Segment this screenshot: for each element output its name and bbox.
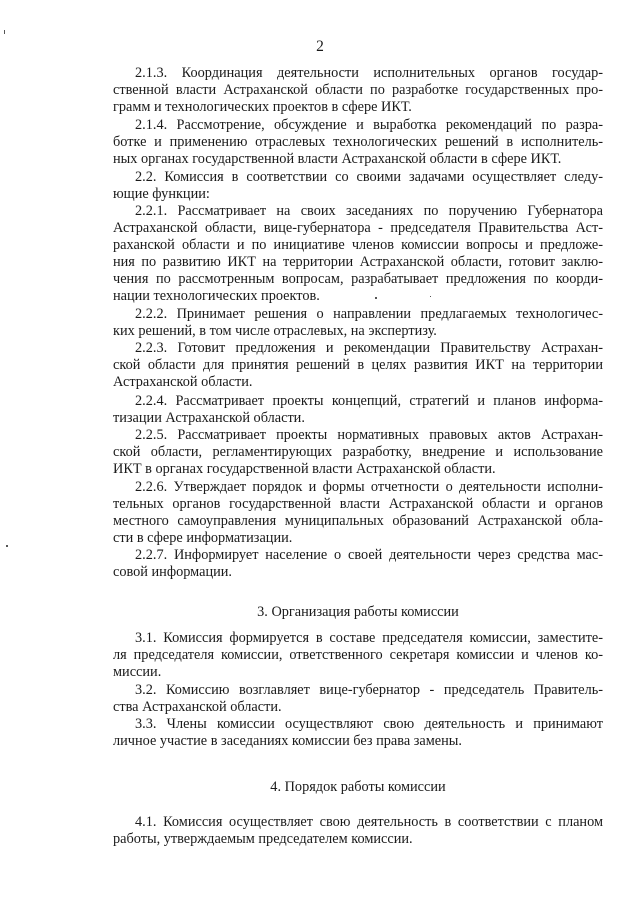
text-line: нации технологических проектов. xyxy=(113,288,320,304)
text-line: ния по развитию ИКТ на территории Астраханской области, готовит заклю- xyxy=(113,254,603,270)
text-line: 2.2.2. Принимает решения о направлении предлагаемых технологичес- xyxy=(135,306,603,322)
text-line: тизации Астраханской области. xyxy=(113,410,305,426)
text-line: раханской области и по инициативе членов комиссии вопросы и предложе- xyxy=(113,237,603,253)
text-line: чения по рассмотренным вопросам, разрабатывает предложения по коорди- xyxy=(113,271,603,287)
text-line: 2.2.3. Готовит предложения и рекомендации Правительству Астрахан- xyxy=(135,340,603,356)
text-line: сти в сфере информатизации. xyxy=(113,530,293,546)
text-line: Астраханской области, вице-губернатора - председателя Правительства Аст- xyxy=(113,220,603,236)
text-line: 3.3. Члены комиссии осуществляют свою деятельность и принимают xyxy=(135,716,603,732)
text-line: ИКТ в органах государственной власти Астраханской области. xyxy=(113,461,496,477)
text-line: Астраханской области. xyxy=(113,374,253,390)
text-line: 2.2.4. Рассматривает проекты концепций, стратегий и планов информа- xyxy=(135,393,603,409)
text-line: 2.2.1. Рассматривает на своих заседаниях по поручению Губернатора xyxy=(135,203,603,219)
scan-speck xyxy=(6,545,8,547)
text-line: ботке и применению отраслевых технологических решений в исполнитель- xyxy=(113,134,603,150)
text-line: грамм и технологических проектов в сфере ИКТ. xyxy=(113,99,412,115)
text-line: совой информации. xyxy=(113,564,232,580)
text-line: ющие функции: xyxy=(113,186,210,202)
text-line: 4.1. Комиссия осуществляет свою деятельность в соответствии с планом xyxy=(135,814,603,830)
text-line: ской области для принятия решений в целях развития ИКТ на территории xyxy=(113,357,603,373)
text-line: работы, утверждаемым председателем комиссии. xyxy=(113,831,413,847)
text-line: 2.2.7. Информирует население о своей деятельности через средства мас- xyxy=(135,547,603,563)
section-heading-3: 3. Организация работы комиссии xyxy=(257,604,459,620)
text-line: ных органах государственной власти Астраханской области в сфере ИКТ. xyxy=(113,151,562,167)
text-line: ства Астраханской области. xyxy=(113,699,282,715)
section-heading-4: 4. Порядок работы комиссии xyxy=(270,779,446,795)
text-line: ственной власти Астраханской области по разработке государственных про- xyxy=(113,82,603,98)
text-line: 3.1. Комиссия формируется в составе председателя комиссии, заместите- xyxy=(135,630,603,646)
text-line: 2.1.3. Координация деятельности исполнительных органов государ- xyxy=(135,65,603,81)
scan-speck xyxy=(375,297,377,299)
text-line: миссии. xyxy=(113,664,162,680)
text-line: личное участие в заседаниях комиссии без права замены. xyxy=(113,733,462,749)
text-line: 2.2. Комиссия в соответствии со своими задачами осуществляет следу- xyxy=(135,169,603,185)
page-number: 2 xyxy=(316,38,324,55)
text-line: 2.2.6. Утверждает порядок и формы отчетности о деятельности исполни- xyxy=(135,479,603,495)
text-line: ких решений, в том числе отраслевых, на экспертизу. xyxy=(113,323,437,339)
text-line: 3.2. Комиссию возглавляет вице-губернатор - председатель Правитель- xyxy=(135,682,603,698)
scan-speck xyxy=(4,30,5,34)
text-line: 2.2.5. Рассматривает проекты нормативных правовых актов Астрахан- xyxy=(135,427,603,443)
scan-speck xyxy=(430,296,431,297)
text-line: тельных органов государственной власти Астраханской области и органов xyxy=(113,496,603,512)
text-line: местного самоуправления муниципальных образований Астраханской обла- xyxy=(113,513,603,529)
text-line: 2.1.4. Рассмотрение, обсуждение и выработка рекомендаций по разра- xyxy=(135,117,603,133)
text-line: ской области, регламентирующих разработку, внедрение и использование xyxy=(113,444,603,460)
text-line: ля председателя комиссии, ответственного секретаря комиссии и членов ко- xyxy=(113,647,603,663)
